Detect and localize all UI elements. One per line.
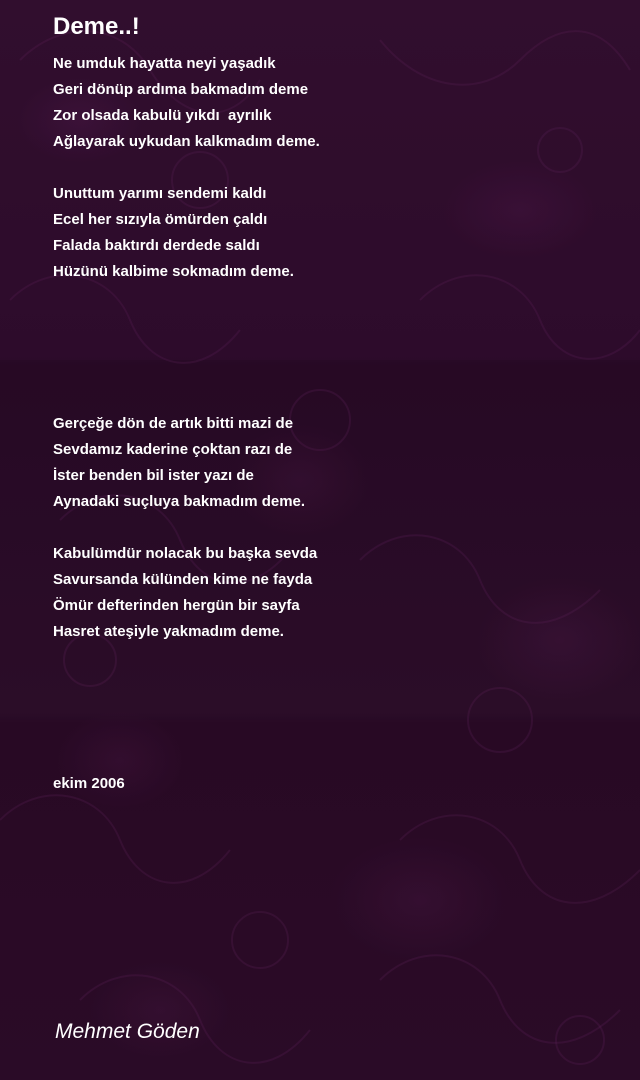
poem-line: Aynadaki suçluya bakmadım deme. <box>53 493 306 510</box>
poem-stanza-4 <box>53 541 317 645</box>
poem-author: Mehmet Göden <box>55 1020 200 1043</box>
poem-line: Falada baktırdı derdede saldı <box>53 237 260 254</box>
poem-line: Zor olsada kabulü yıkdı ayrılık <box>53 107 272 124</box>
poem-line: Savursanda külünden kime ne fayda <box>53 571 313 588</box>
poem-stanza-3 <box>53 411 305 515</box>
poem-line: Geri dönüp ardıma bakmadım deme <box>53 81 309 98</box>
poem-title: Deme..! <box>53 13 140 40</box>
poem-line: Hasret ateşiyle yakmadım deme. <box>53 623 284 640</box>
poem-line: Sevdamız kaderine çoktan razı de <box>53 441 293 458</box>
poem-line: Unuttum yarımı sendemi kaldı <box>53 185 267 202</box>
poem-line: Kabulümdür nolacak bu başka sevda <box>53 545 318 562</box>
poem-stanza-2 <box>53 181 294 285</box>
poem-stanza-1 <box>53 51 320 155</box>
poem-line: Hüzünü kalbime sokmadım deme. <box>53 263 294 280</box>
poem-line: Ağlayarak uykudan kalkmadım deme. <box>53 133 320 150</box>
poem-line: Ömür defterinden hergün bir sayfa <box>53 597 300 614</box>
poem-date: ekim 2006 <box>53 775 125 792</box>
poem-line: Ecel her sızıyla ömürden çaldı <box>53 211 268 228</box>
poem-line: Ne umduk hayatta neyi yaşadık <box>53 55 276 72</box>
poem-line: İster benden bil ister yazı de <box>53 467 254 484</box>
poem-line: Gerçeğe dön de artık bitti mazi de <box>53 415 294 432</box>
